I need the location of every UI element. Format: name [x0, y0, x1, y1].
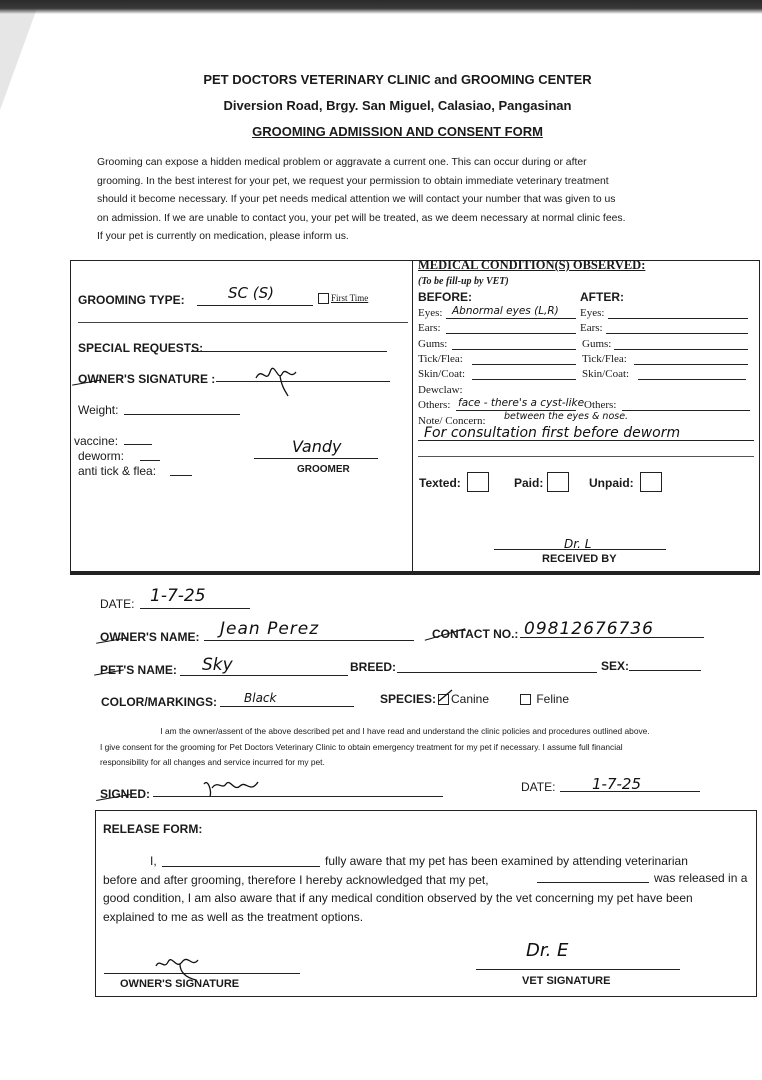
after-eyes-line[interactable] — [608, 318, 748, 319]
pet-name-value[interactable]: Sky — [202, 655, 233, 675]
signed-date-value[interactable]: 1-7-25 — [592, 775, 641, 793]
intro-line: Grooming can expose a hidden medical problem or aggravate a current one. This can occur during or after — [97, 157, 587, 168]
species-label: SPECIES: — [380, 692, 437, 706]
signed-line[interactable] — [153, 796, 443, 797]
before-skincoat-line[interactable] — [472, 379, 576, 380]
signed-signature-scribble — [200, 776, 264, 804]
release-line-3: good condition, I am also aware that if any medical condition observed by the vet concerning my pet have been — [103, 891, 693, 905]
after-tickflea-label: Tick/Flea: — [582, 353, 627, 365]
after-others-label: Others: — [584, 399, 617, 411]
consent-line: I am the owner/assent of the above described pet and I have read and understand the clinic policies and procedures outlined above. — [160, 726, 650, 736]
owner-name-value[interactable]: Jean Perez — [220, 619, 320, 639]
intro-paragraph — [97, 154, 717, 247]
feline-label: Feline — [536, 692, 570, 706]
note-line-rule-1 — [418, 440, 754, 441]
intro-line: If your pet is currently on medication, please inform us. — [97, 231, 349, 242]
note-concern-label: Note/ Concern: — [418, 415, 486, 427]
unpaid-checkbox[interactable] — [640, 472, 662, 492]
pet-name-line[interactable] — [180, 675, 348, 676]
before-ears-line[interactable] — [446, 333, 576, 334]
intro-line: on admission. If we are unable to contact you, your pet will be treated, as we deem necessary at normal clinic fees. — [97, 212, 626, 224]
owner-name-label: OWNER'S NAME: — [100, 630, 200, 644]
consent-line: responsibility for all changes and service incurred for my pet. — [100, 757, 325, 767]
antitick-line[interactable] — [170, 475, 192, 476]
note-line-rule-2 — [418, 456, 754, 457]
before-eyes-line[interactable] — [446, 318, 576, 319]
release-i-label: I, — [150, 854, 157, 868]
clinic-name: PET DOCTORS VETERINARY CLINIC and GROOMING CENTER — [203, 72, 592, 87]
before-gums-line[interactable] — [452, 349, 576, 350]
check-mark-icon — [438, 689, 454, 705]
release-pet-line[interactable] — [537, 882, 649, 883]
medical-title: MEDICAL CONDITION(S) OBSERVED: — [418, 258, 646, 272]
feline-option[interactable] — [520, 692, 569, 706]
before-others-value[interactable]: face - there's a cyst-like — [458, 397, 585, 409]
vaccine-label: vaccine: — [74, 434, 119, 448]
clinic-address: Diversion Road, Brgy. San Miguel, Calasiao, Pangasinan — [223, 98, 572, 113]
paid-checkbox[interactable] — [547, 472, 569, 492]
release-name-line[interactable] — [162, 866, 320, 867]
note-line-2[interactable]: For consultation first before deworm — [424, 425, 681, 441]
release-line-2a: before and after grooming, therefore I hereby acknowledged that my pet, — [103, 873, 489, 887]
release-title: RELEASE FORM: — [103, 822, 203, 836]
signed-label: SIGNED: — [100, 787, 151, 801]
section-divider — [70, 572, 760, 575]
release-line-1: fully aware that my pet has been examined by attending veterinarian — [325, 854, 688, 868]
before-gums-label: Gums: — [418, 338, 448, 350]
weight-line[interactable] — [124, 414, 240, 415]
owner-signature-scribble — [252, 362, 302, 398]
breed-line[interactable] — [397, 672, 597, 673]
received-by-line — [494, 549, 666, 550]
signed-date-label: DATE: — [521, 780, 556, 794]
after-gums-label: Gums: — [582, 338, 612, 350]
note-line-1[interactable]: between the eyes & nose. — [504, 411, 629, 422]
before-eyes-value[interactable]: Abnormal eyes (L,R) — [452, 305, 559, 317]
special-requests-line[interactable] — [191, 351, 387, 352]
vet-signature-label: VET SIGNATURE — [522, 975, 611, 987]
after-skincoat-line[interactable] — [638, 379, 746, 380]
form-title: GROOMING ADMISSION AND CONSENT FORM — [252, 124, 543, 139]
received-by-value[interactable]: Dr. L — [564, 537, 592, 551]
grooming-type-label: GROOMING TYPE: — [78, 293, 185, 307]
pet-name-label: PET'S NAME: — [100, 663, 177, 677]
vet-signature-line[interactable] — [476, 969, 680, 970]
after-label: AFTER: — [580, 290, 624, 304]
before-ears-label: Ears: — [418, 322, 441, 334]
paid-label: Paid: — [514, 476, 544, 490]
color-markings-line[interactable] — [220, 706, 354, 707]
checkbox-icon[interactable] — [318, 293, 329, 304]
first-time-checkbox[interactable] — [318, 293, 368, 304]
scan-top-edge — [0, 0, 762, 14]
release-line-2b: was released in a — [654, 871, 748, 885]
date-label: DATE: — [100, 597, 135, 611]
first-time-label: First Time — [331, 293, 369, 303]
before-eyes-label: Eyes: — [418, 307, 443, 319]
groomer-line — [254, 458, 378, 459]
color-markings-label: COLOR/MARKINGS: — [101, 695, 217, 709]
deworm-label: deworm: — [78, 449, 125, 463]
owner-signature-line[interactable] — [216, 381, 390, 382]
medical-subtitle: (To be fill-up by VET) — [418, 276, 509, 287]
date-value[interactable]: 1-7-25 — [150, 586, 206, 606]
folded-corner — [0, 0, 40, 110]
grooming-type-extra-line — [78, 322, 408, 323]
owner-name-line[interactable] — [204, 640, 414, 641]
owner-signature-label: OWNER'S SIGNATURE : — [78, 372, 216, 386]
after-others-line[interactable] — [622, 410, 750, 411]
sex-label: SEX: — [601, 659, 630, 673]
after-ears-line[interactable] — [606, 333, 748, 334]
intro-line: should it become necessary. If your pet needs medical attention we will contact your number that was given to us — [97, 194, 616, 205]
grooming-type-value[interactable]: SC (S) — [228, 284, 274, 302]
release-owner-signature-label: OWNER'S SIGNATURE — [120, 978, 240, 990]
contact-label: CONTACT NO.: — [432, 627, 519, 641]
consent-line: I give consent for the grooming for Pet Doctors Veterinary Clinic to obtain emergency treatment for my pet if necessary. I assume full financial — [100, 741, 623, 752]
canine-option[interactable] — [438, 692, 489, 706]
before-others-label: Others: — [418, 399, 451, 411]
before-tickflea-label: Tick/Flea: — [418, 353, 463, 365]
breed-label: BREED: — [350, 660, 397, 674]
before-skincoat-label: Skin/Coat: — [418, 368, 466, 380]
release-line-4: explained to me as well as the treatment options. — [103, 910, 364, 924]
unpaid-label: Unpaid: — [589, 476, 634, 490]
before-dewclaw-label: Dewclaw: — [418, 384, 463, 396]
canine-label: Canine — [451, 692, 490, 706]
after-skincoat-label: Skin/Coat: — [582, 368, 630, 380]
after-ears-label: Ears: — [580, 322, 603, 334]
antitick-label: anti tick & flea: — [78, 464, 157, 478]
column-divider — [412, 260, 413, 571]
received-by-label: RECEIVED BY — [542, 553, 617, 565]
intro-line: grooming. In the best interest for your pet, we request your permission to obtain immediate veterinary treatment — [97, 175, 609, 187]
deworm-line[interactable] — [140, 460, 160, 461]
after-tickflea-line[interactable] — [634, 364, 748, 365]
grooming-type-line — [197, 305, 313, 306]
date-line[interactable] — [140, 608, 250, 609]
canine-checkbox[interactable] — [438, 694, 449, 705]
groomer-label: GROOMER — [297, 464, 350, 475]
feline-checkbox[interactable] — [520, 694, 531, 705]
before-tickflea-line[interactable] — [472, 364, 576, 365]
vaccine-line[interactable] — [124, 444, 152, 445]
after-eyes-label: Eyes: — [580, 307, 605, 319]
texted-checkbox[interactable] — [467, 472, 489, 492]
after-gums-line[interactable] — [614, 349, 748, 350]
sex-line[interactable] — [629, 670, 701, 671]
vet-signature-value[interactable]: Dr. E — [526, 940, 569, 961]
weight-label: Weight: — [78, 403, 119, 417]
groomer-value[interactable]: Vandy — [292, 437, 342, 456]
before-label: BEFORE: — [418, 290, 472, 304]
texted-label: Texted: — [419, 476, 461, 490]
special-requests-label: SPECIAL REQUESTS: — [78, 341, 204, 355]
color-markings-value[interactable]: Black — [244, 691, 277, 705]
contact-value[interactable]: 09812676736 — [524, 619, 654, 639]
consent-paragraph — [100, 724, 710, 771]
